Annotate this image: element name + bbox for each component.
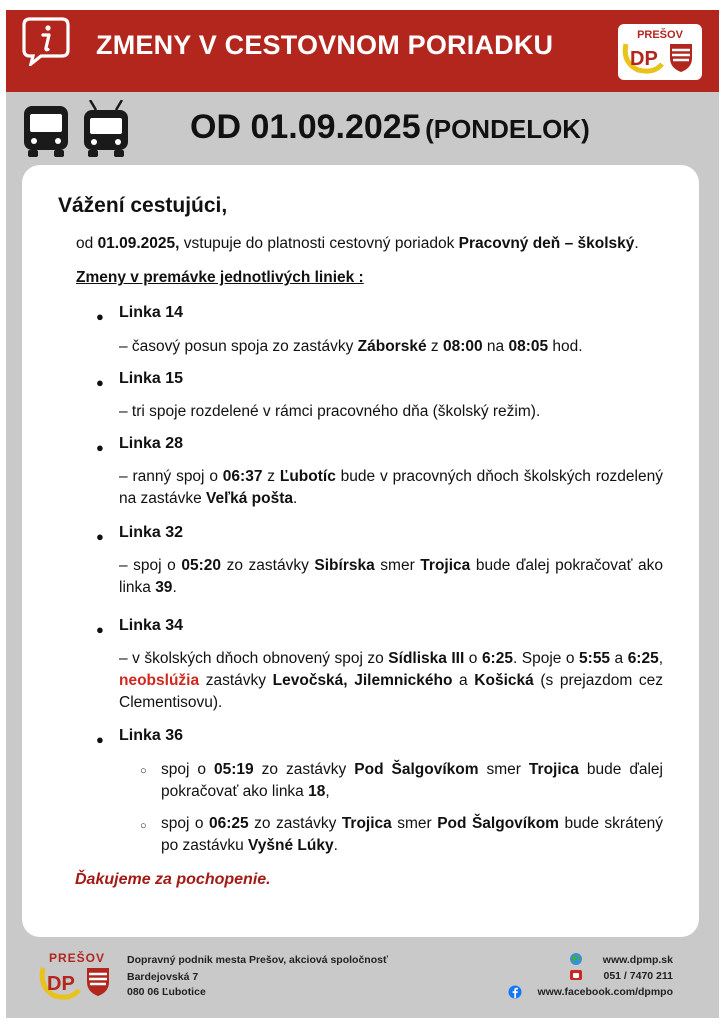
bus-trolleybus-icon (22, 100, 134, 158)
footer-logo-city: PREŠOV (48, 951, 106, 965)
line-desc-36-b: spoj o 06:25 zo zastávky Trojica smer Pod Šalgovíkom bude skrátený po zastávku Vyšné Lúky. (161, 815, 663, 854)
sub-bullet-icon: ○ (140, 820, 147, 832)
info-bubble-icon (21, 16, 71, 66)
line-title-14: Linka 14 (119, 304, 184, 321)
date-day: (PONDELOK) (425, 114, 590, 144)
footer-dp-logo (37, 950, 117, 1004)
line-desc-32: – spoj o 05:20 zo zastávky Sibírska smer Trojica bude ďalej pokračovať ako linka 39. (119, 557, 663, 596)
telephone-icon (569, 968, 583, 982)
line-desc-15: – tri spoje rozdelené v rámci pracovného dňa (školský režim). (119, 403, 541, 420)
footer-phone[interactable]: 051 / 7470 211 (603, 970, 673, 982)
line-desc-36-a: spoj o 05:19 zo zastávky Pod Šalgovíkom smer Trojica bude ďalej pokračovať ako linka 18, (161, 761, 663, 800)
changes-subheading: Zmeny v premávke jednotlivých liniek : (76, 269, 364, 286)
footer-web-link[interactable]: www.dpmp.sk (602, 954, 673, 966)
sub-bullet-icon: ○ (140, 765, 147, 777)
logo-mark-text: DP (630, 48, 658, 70)
footer-city: 080 06 Ľubotice (127, 986, 206, 998)
bullet-icon: ● (96, 375, 104, 390)
line-title-36: Linka 36 (119, 727, 184, 744)
footer-facebook-link[interactable]: www.facebook.com/dpmpo (537, 986, 673, 998)
line-desc-34: – v školských dňoch obnovený spoj zo Sídliska III o 6:25. Spoje o 5:55 a 6:25, neobslúžia zastávky Levočská, Jilemnického a Košická (s prejazdom cez Clementisovu). (119, 650, 664, 711)
thanks-text: Ďakujeme za pochopenie. (75, 871, 271, 888)
line-title-28: Linka 28 (119, 435, 184, 452)
line-title-34: Linka 34 (119, 617, 184, 634)
effective-date (190, 108, 590, 147)
line-title-32: Linka 32 (119, 524, 184, 541)
line-desc-14: – časový posun spoja zo zastávky Záborské z 08:00 na 08:05 hod. (119, 338, 583, 355)
greeting: Vážení cestujúci, (58, 194, 228, 217)
line-title-15: Linka 15 (119, 370, 184, 387)
footer-company: Dopravný podnik mesta Prešov, akciová spoločnosť (127, 954, 389, 966)
bullet-icon: ● (96, 309, 104, 324)
footer-logo-mark: DP (47, 973, 75, 995)
bullet-icon: ● (96, 622, 104, 637)
logo-city-text: PREŠOV (637, 29, 683, 41)
footer-street: Bardejovská 7 (127, 971, 199, 983)
intro-paragraph: od 01.09.2025, vstupuje do platnosti cestovný poriadok Pracovný deň – školský. (76, 235, 639, 252)
highlight-not-served: neobslúžia (119, 672, 200, 689)
header-title: ZMENY V CESTOVNOM PORIADKU (96, 30, 554, 60)
dp-presov-logo (618, 24, 702, 80)
bullet-icon: ● (96, 732, 104, 747)
line-desc-28: – ranný spoj o 06:37 z Ľubotíc bude v pracovných dňoch školských rozdelený na zastávke Veľká pošta. (119, 468, 663, 507)
date-main: OD 01.09.2025 (190, 108, 421, 146)
bullet-icon: ● (96, 440, 104, 455)
bullet-icon: ● (96, 529, 104, 544)
globe-icon (569, 952, 583, 966)
facebook-icon (508, 985, 522, 999)
